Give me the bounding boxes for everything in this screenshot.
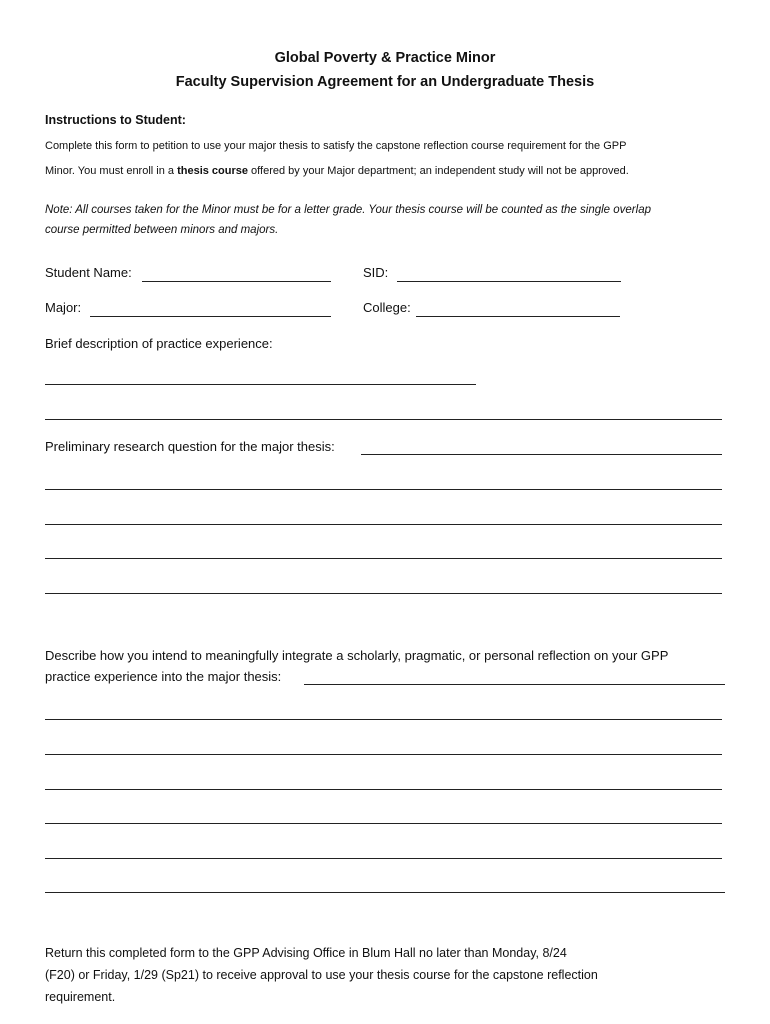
- college-label: College:: [363, 300, 411, 315]
- note-text-line-2: course permitted between minors and majors.: [45, 224, 279, 236]
- reflection-line[interactable]: [45, 892, 725, 893]
- return-text-line-1: Return this completed form to the GPP Advising Office in Blum Hall no later than Monday, 8/24: [45, 946, 567, 960]
- return-text-line-3: requirement.: [45, 990, 116, 1004]
- reflection-line[interactable]: [45, 789, 722, 790]
- instructions-text: Minor. You must enroll in a: [45, 165, 178, 177]
- sid-label: SID:: [363, 265, 389, 280]
- reflection-label-line-1: Describe how you intend to meaningfully integrate a scholarly, pragmatic, or personal reflection on your GPP: [45, 648, 669, 663]
- research-question-line[interactable]: [45, 558, 722, 559]
- student-name-field[interactable]: [142, 281, 331, 282]
- research-question-line[interactable]: [45, 524, 722, 525]
- research-question-line[interactable]: [45, 593, 722, 594]
- note-text-line-1: Note: All courses taken for the Minor must be for a letter grade. Your thesis course will be counted as the single overlap: [45, 204, 651, 216]
- reflection-line[interactable]: [304, 684, 725, 685]
- thesis-course-emphasis: thesis course: [177, 165, 248, 177]
- form-subtitle: Faculty Supervision Agreement for an Undergraduate Thesis: [175, 74, 595, 90]
- instructions-text: offered by your Major department; an independent study will not be approved.: [248, 165, 629, 177]
- instructions-heading: Instructions to Student:: [45, 113, 186, 127]
- practice-experience-line[interactable]: [45, 419, 722, 420]
- form-title: Global Poverty & Practice Minor: [274, 50, 496, 66]
- college-field[interactable]: [416, 316, 620, 317]
- reflection-label-line-2: practice experience into the major thesis:: [45, 669, 282, 684]
- research-question-line[interactable]: [361, 454, 722, 455]
- instructions-text-line-1: Complete this form to petition to use your major thesis to satisfy the capstone reflection course requirement for the GPP: [45, 140, 627, 152]
- practice-experience-line[interactable]: [45, 384, 476, 385]
- sid-field[interactable]: [397, 281, 621, 282]
- reflection-line[interactable]: [45, 858, 722, 859]
- reflection-line[interactable]: [45, 754, 722, 755]
- reflection-line[interactable]: [45, 823, 722, 824]
- reflection-line[interactable]: [45, 719, 722, 720]
- research-question-label: Preliminary research question for the major thesis:: [45, 439, 335, 454]
- major-label: Major:: [45, 300, 82, 315]
- practice-experience-label: Brief description of practice experience:: [45, 336, 273, 351]
- research-question-line[interactable]: [45, 489, 722, 490]
- major-field[interactable]: [90, 316, 331, 317]
- instructions-text-line-2: [45, 165, 629, 177]
- student-name-label: Student Name:: [45, 265, 132, 280]
- return-text-line-2: (F20) or Friday, 1/29 (Sp21) to receive approval to use your thesis course for the capstone reflection: [45, 968, 598, 982]
